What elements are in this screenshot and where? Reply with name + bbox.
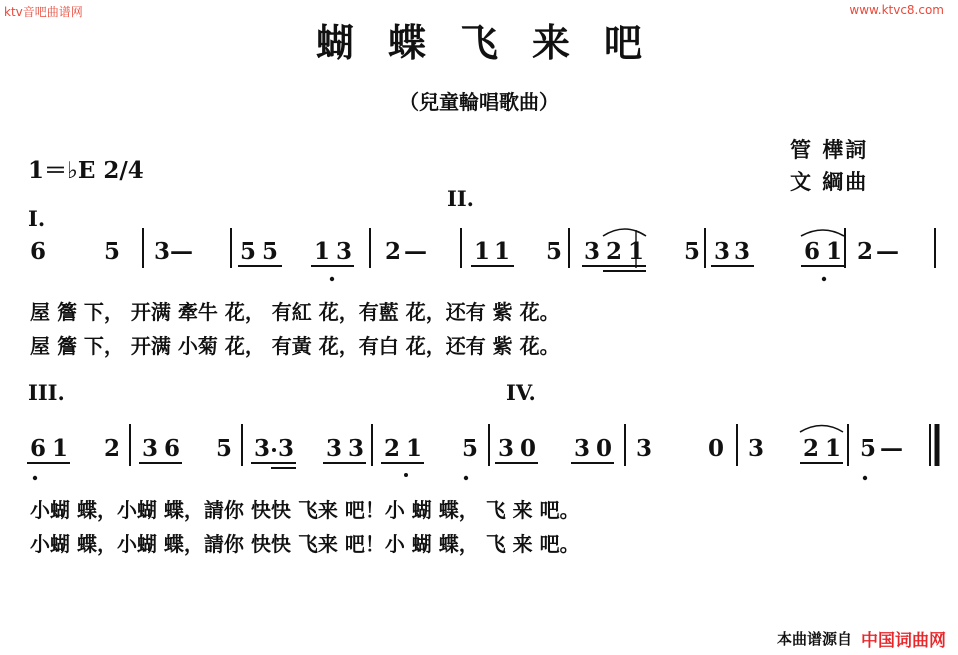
note: 5 [240,238,257,265]
round-mark-1: I. [28,206,46,231]
note: 3 [584,238,601,265]
note: 3 [498,435,515,462]
note: 5 [104,238,121,265]
note: 2 [857,238,874,265]
watermark-right: www.ktvc8.com [849,3,944,17]
note: 0 [520,435,537,462]
note: 3 [748,435,765,462]
note: 5 [860,435,877,462]
note: 0 [596,435,613,462]
note: 6 [30,435,47,462]
note: 3 [636,435,653,462]
note: 3 [326,435,343,462]
note: 3 [734,238,751,265]
dash: — [880,435,903,462]
note: 1 [825,435,842,462]
note: 2 [385,238,402,265]
note: 1 [494,238,511,265]
note: 1 [474,238,491,265]
footer-source-text: 本曲谱源自 [776,630,852,648]
note: 5 [462,435,479,462]
note: 6 [30,238,47,265]
footer-site-link[interactable]: 中国词曲网 [861,631,946,651]
note: 1 [826,238,843,265]
note: 3 [254,435,271,462]
note: 5 [262,238,279,265]
composer-credit: 文 綱曲 [790,169,869,194]
note: 3 [142,435,159,462]
note: 6 [164,435,181,462]
lyricist-credit: 管 樺詞 [790,137,869,162]
note: 6 [804,238,821,265]
note: 1 [628,238,645,265]
note: 2 [104,435,121,462]
note: 2 [384,435,401,462]
note: 3 [336,238,353,265]
note: 0 [708,435,725,462]
note: 1 [52,435,69,462]
note: 3 [574,435,591,462]
watermark-left: ktv音吧曲谱网 [4,5,83,19]
note: 5 [684,238,701,265]
song-subtitle: （兒童輪唱歌曲） [399,90,559,114]
note: 2 [803,435,820,462]
lyrics-verse1-line2: 小蝴 蝶，小蝴 蝶，請你 快快 飞来 吧！小 蝴 蝶， 飞 来 吧。 [30,498,580,522]
dash: — [170,238,193,265]
note: 3 [278,435,295,462]
song-title: 蝴蝶飞来吧 [315,20,676,65]
key-signature: 1＝♭E 2/4 [28,157,144,184]
dash: — [876,238,899,265]
round-mark-2: II. [447,186,474,211]
round-mark-3: III. [28,380,65,405]
note: 3 [348,435,365,462]
note: 5 [546,238,563,265]
note: 1 [314,238,331,265]
note: 3 [154,238,171,265]
note: 1 [406,435,423,462]
lyrics-verse2-line2: 小蝴 蝶，小蝴 蝶，請你 快快 飞来 吧！小 蝴 蝶， 飞 来 吧。 [30,532,580,556]
dash: — [404,238,427,265]
lyrics-verse1-line1: 屋 簷 下， 开满 牽牛 花， 有紅 花，有藍 花，还有 紫 花。 [30,300,560,324]
note: 3 [714,238,731,265]
round-mark-4: IV. [506,380,536,405]
note: 2 [606,238,623,265]
note: 5 [216,435,233,462]
lyrics-verse2-line1: 屋 簷 下， 开满 小菊 花， 有黃 花，有白 花，还有 紫 花。 [30,334,560,358]
